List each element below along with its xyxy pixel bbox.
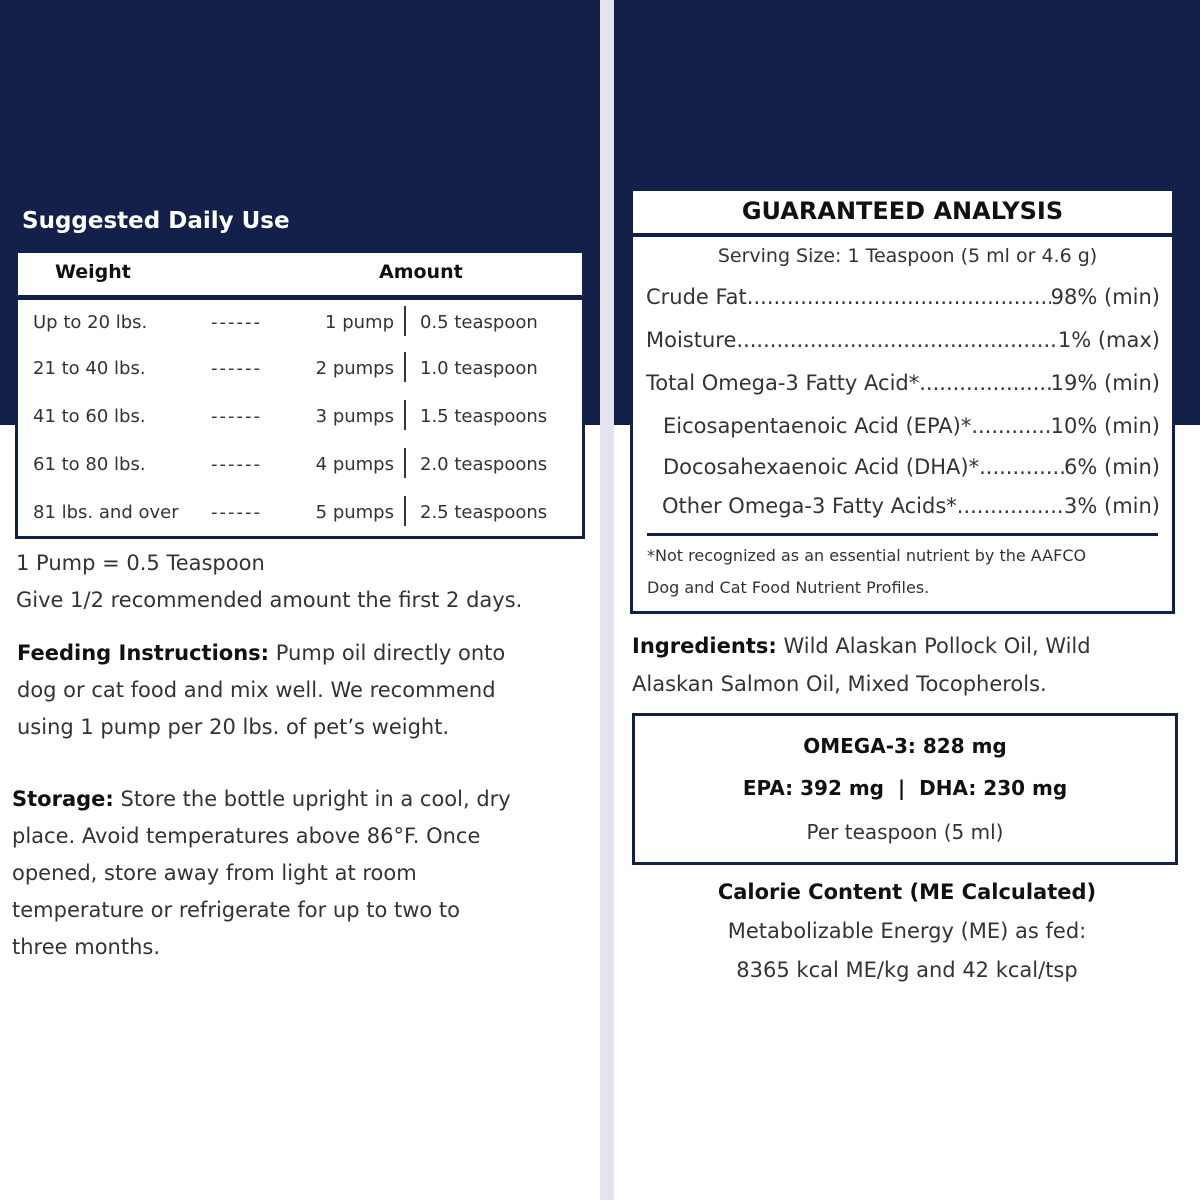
per-teaspoon-note: Per teaspoon (5 ml) <box>806 820 1004 844</box>
row-weight: Up to 20 lbs. <box>33 312 148 333</box>
guaranteed-analysis-header-rule <box>630 233 1175 237</box>
analysis-row <box>646 285 1160 309</box>
row-amount: 1.0 teaspoon <box>420 358 538 379</box>
suggested-use-title: Suggested Daily Use <box>22 208 290 234</box>
leader-dots <box>747 285 1051 309</box>
row-separator <box>404 352 406 382</box>
ingredients-label: Ingredients: <box>632 634 777 658</box>
amount-header: Amount <box>379 261 463 283</box>
storage-label: Storage: <box>12 787 114 811</box>
first-days-note: Give 1/2 recommended amount the first 2 days. <box>16 588 523 612</box>
leader-dots <box>736 328 1057 352</box>
analysis-value: 1% (max) <box>1057 328 1160 352</box>
calorie-line: Metabolizable Energy (ME) as fed: <box>727 919 1087 943</box>
feeding-line: dog or cat food and mix well. We recommend <box>17 678 496 702</box>
dosage-row <box>15 346 585 392</box>
feeding-label: Feeding Instructions: <box>17 641 270 665</box>
row-dash: ------ <box>211 312 262 333</box>
row-amount: 2.0 teaspoons <box>420 454 548 475</box>
analysis-row <box>646 328 1160 352</box>
epa-dha-amounts: EPA: 392 mg | DHA: 230 mg <box>742 776 1068 800</box>
row-amount: 1.5 teaspoons <box>420 406 548 427</box>
row-dash: ------ <box>211 502 262 523</box>
dosage-row <box>15 442 585 488</box>
feeding-line: Pump oil directly onto <box>275 641 506 665</box>
analysis-row <box>663 414 1160 438</box>
storage-line: three months. <box>12 935 161 959</box>
serving-size: Serving Size: 1 Teaspoon (5 ml or 4.6 g) <box>717 245 1098 267</box>
row-pumps: 2 pumps <box>315 358 394 379</box>
analysis-label: Moisture <box>646 328 737 352</box>
analysis-value: 6% (min) <box>1064 455 1160 479</box>
row-pumps: 1 pump <box>325 312 394 333</box>
leader-dots <box>971 414 1050 438</box>
row-dash: ------ <box>211 454 262 475</box>
analysis-label: Total Omega-3 Fatty Acid* <box>646 371 920 395</box>
row-weight: 81 lbs. and over <box>33 502 179 523</box>
row-weight: 21 to 40 lbs. <box>33 358 146 379</box>
row-weight: 61 to 80 lbs. <box>33 454 146 475</box>
analysis-label: Eicosapentaenoic Acid (EPA)* <box>663 414 972 438</box>
row-separator <box>404 496 406 526</box>
row-dash: ------ <box>211 358 262 379</box>
analysis-label: Other Omega-3 Fatty Acids* <box>662 494 957 518</box>
dosage-row <box>15 394 585 440</box>
analysis-row <box>646 371 1160 395</box>
leader-dots <box>979 455 1064 479</box>
analysis-row <box>663 455 1160 479</box>
calorie-line: 8365 kcal ME/kg and 42 kcal/tsp <box>736 958 1078 982</box>
analysis-row <box>662 494 1160 518</box>
omega-total: OMEGA-3: 828 mg <box>803 734 1007 758</box>
dosage-row <box>15 490 585 536</box>
row-dash: ------ <box>211 406 262 427</box>
dosage-table-header <box>18 253 581 295</box>
pump-equivalence-note: 1 Pump = 0.5 Teaspoon <box>16 551 265 575</box>
dosage-row <box>15 300 585 346</box>
analysis-label: Crude Fat <box>646 285 747 309</box>
storage-instructions <box>12 781 587 966</box>
row-separator <box>404 448 406 478</box>
calorie-title: Calorie Content (ME Calculated) <box>717 880 1097 904</box>
storage-line: place. Avoid temperatures above 86°F. Once <box>12 824 481 848</box>
storage-line: temperature or refrigerate for up to two to <box>12 898 461 922</box>
row-separator <box>404 306 406 336</box>
leader-dots <box>957 494 1064 518</box>
ingredients-line: Wild Alaskan Pollock Oil, Wild <box>783 634 1091 658</box>
feeding-instructions <box>17 635 587 746</box>
analysis-footnote-rule <box>647 533 1158 536</box>
storage-line: opened, store away from light at room <box>12 861 417 885</box>
row-amount: 2.5 teaspoons <box>420 502 548 523</box>
row-amount: 0.5 teaspoon <box>420 312 538 333</box>
omega-summary-box <box>632 713 1178 865</box>
ingredients <box>632 627 1192 703</box>
footnote-line: Dog and Cat Food Nutrient Profiles. <box>647 578 930 597</box>
footnote-line: *Not recognized as an essential nutrient by the AAFCO <box>647 546 1087 565</box>
storage-line: Store the bottle upright in a cool, dry <box>120 787 511 811</box>
weight-header: Weight <box>55 261 131 283</box>
row-pumps: 5 pumps <box>315 502 394 523</box>
row-pumps: 4 pumps <box>315 454 394 475</box>
analysis-value: 98% (min) <box>1050 285 1160 309</box>
analysis-value: 10% (min) <box>1050 414 1160 438</box>
guaranteed-analysis-title: GUARANTEED ANALYSIS <box>741 197 1064 225</box>
leader-dots <box>919 371 1050 395</box>
analysis-label: Docosahexaenoic Acid (DHA)* <box>663 455 980 479</box>
analysis-value: 19% (min) <box>1050 371 1160 395</box>
row-pumps: 3 pumps <box>315 406 394 427</box>
row-separator <box>404 400 406 430</box>
ingredients-line: Alaskan Salmon Oil, Mixed Tocopherols. <box>632 672 1047 696</box>
row-weight: 41 to 60 lbs. <box>33 406 146 427</box>
feeding-line: using 1 pump per 20 lbs. of pet’s weight. <box>17 715 450 739</box>
column-divider <box>600 0 614 1200</box>
aafco-footnote <box>647 540 1157 604</box>
analysis-value: 3% (min) <box>1064 494 1160 518</box>
